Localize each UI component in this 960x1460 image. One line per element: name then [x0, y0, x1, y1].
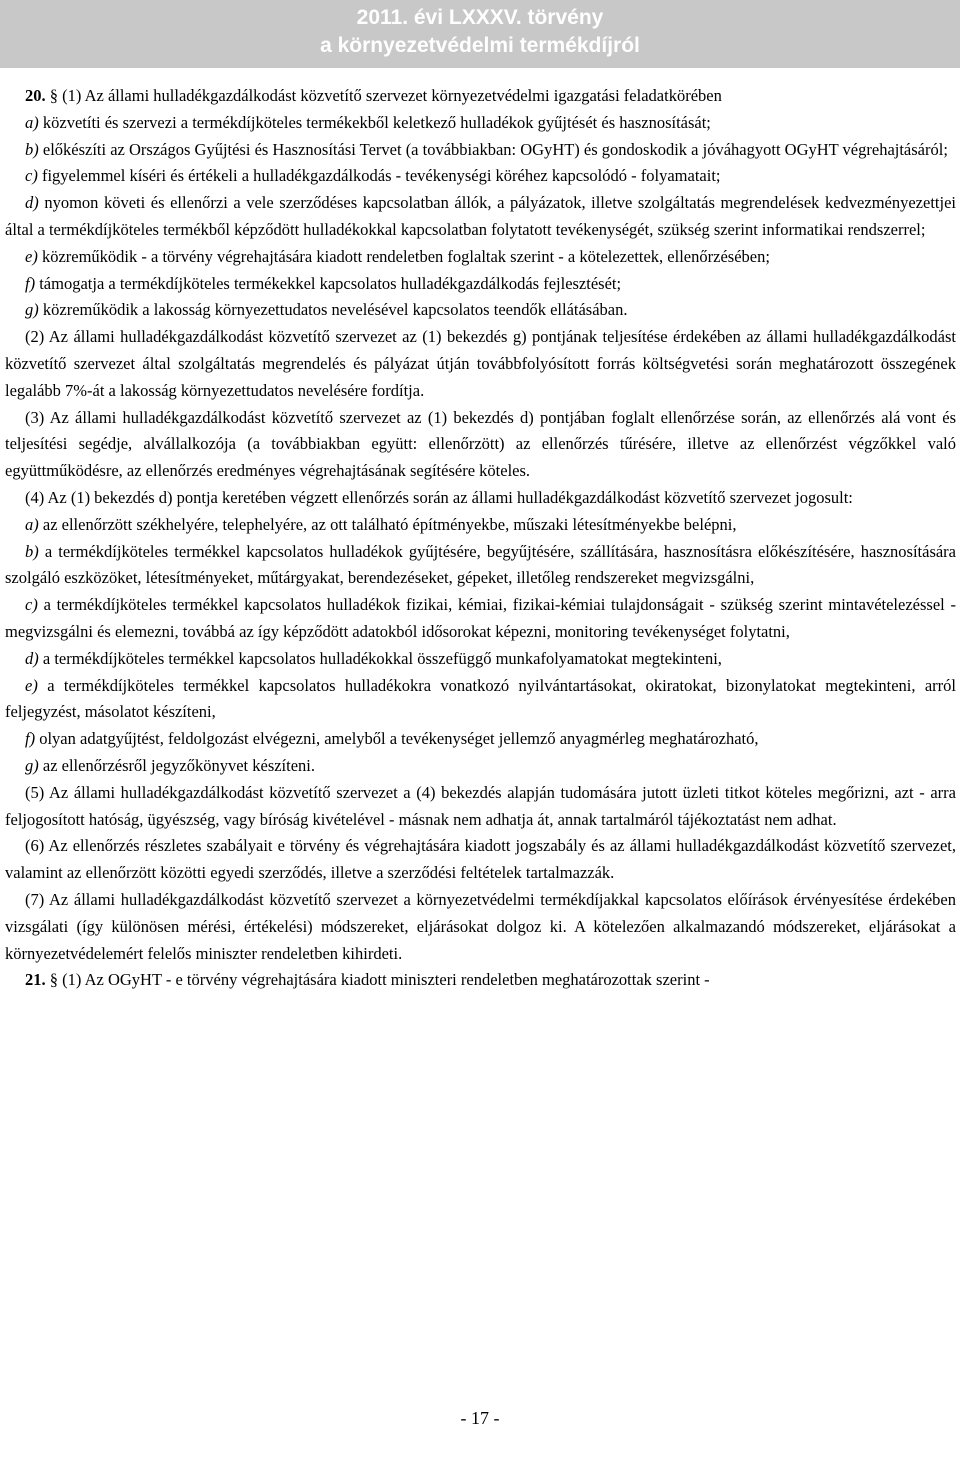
- item-text: közvetíti és szervezi a termékdíjköteles termékekből keletkező hulladékok gyűjtését és hasznosítását;: [42, 112, 711, 132]
- list-item: [5, 726, 956, 753]
- item-label: g): [25, 755, 39, 775]
- item-text: a termékdíjköteles termékkel kapcsolatos hulladékokra vonatkozó nyilvántartásokat, okiratokat, bizonylatokat megtekinteni, arról feljegyzést, másolatot készíteni,: [5, 675, 956, 722]
- header-law-subtitle: a környezetvédelmi termékdíjról: [320, 34, 640, 57]
- list-item: [5, 753, 956, 780]
- header-law-title: 2011. évi LXXXV. törvény: [356, 6, 604, 29]
- item-text: előkészíti az Országos Gyűjtési és Hasznosítási Tervet (a továbbiakban: OGyHT) és gondoskodik a jóváhagyott OGyHT végrehajtásáról;: [42, 139, 948, 159]
- document-body: [5, 83, 956, 994]
- paragraph-text: (1) Az OGyHT - e törvény végrehajtására kiadott miniszteri rendeletben meghatározottak szerint -: [62, 970, 710, 990]
- section-21-paragraph-1: [5, 967, 956, 994]
- list-item: [5, 539, 956, 593]
- list-item: [5, 271, 956, 298]
- item-text: a termékdíjköteles termékkel kapcsolatos hulladékok gyűjtésére, begyűjtésére, szállítására, hasznosításra előkészítésére, hasznosítására szolgáló eszközöket, létesítményeket, műtárgyakat, berendezéseket, gépeket, illetőleg rendszereket megvizsgálni,: [5, 541, 957, 588]
- document-header: [0, 0, 960, 68]
- item-text: a termékdíjköteles termékkel kapcsolatos hulladékok fizikai, kémiai, fizikai-kémiai tulajdonságait - szükség szerint mintavételezéssel - megvizsgálni és elemezni, továbbá az így képződött adatokból idősorokat képezni, monitoring tevékenységet folytatni,: [5, 595, 956, 641]
- item-label: b): [25, 541, 39, 561]
- item-text: a termékdíjköteles termékkel kapcsolatos hulladékokkal összefüggő munkafolyamatokat megtekinteni,: [42, 648, 722, 668]
- item-text: közreműködik - a törvény végrehajtására kiadott rendeletben foglaltak szerint - a kötelezettek, ellenőrzésében;: [41, 246, 770, 266]
- list-item: [5, 163, 956, 190]
- section-number: 21.: [25, 970, 46, 990]
- section-20-paragraph-2: (2) Az állami hulladékgazdálkodást közvetítő szervezet az (1) bekezdés g) pontjának teljesítése érdekében az állami hulladékgazdálkodást közvetítő szervezet által szolgáltatás megrendelés és pályázat útján továbbfolyósított forrás költségvetési során meghatározott összegének legalább 7%-át a lakosság környezettudatos nevelésére fordítja.: [5, 327, 956, 400]
- section-20-paragraph-7: (7) Az állami hulladékgazdálkodást közvetítő szervezet a környezetvédelmi termékdíjakkal kapcsolatos előírások érvényesítése érdekében vizsgálati (így különösen mérési, értékelési) módszereket, eljárásokat dolgoz ki. A kötelezően alkalmazandó módszereket, eljárásokat a környezetvédelemért felelős miniszter rendeletben kihirdeti.: [5, 889, 956, 963]
- list-item: [5, 137, 956, 164]
- item-label: f): [25, 729, 36, 749]
- list-item: [5, 244, 956, 271]
- section-sign: §: [49, 86, 58, 105]
- section-sign: §: [49, 970, 58, 990]
- list-item: [5, 512, 956, 539]
- item-text: az ellenőrzésről jegyzőkönyvet készíteni.: [42, 755, 316, 775]
- item-label: a): [25, 514, 39, 534]
- paragraph-text: (1) Az állami hulladékgazdálkodást közvetítő szervezet környezetvédelmi igazgatási feladatkörében: [62, 86, 722, 105]
- section-20-paragraph-3: (3) Az állami hulladékgazdálkodást közvetítő szervezet az (1) bekezdés d) pontjában foglalt ellenőrzése során, az ellenőrzés alá vont és teljesítési segédje, alvállalkozója (a továbbiakban együtt: ellenőrzött) az ellenőrzés tűrésére, illetve az ellenőrzést végzőkkel való együttműködésre, az ellenőrzés eredményes végrehajtásának segítésére köteles.: [5, 407, 956, 481]
- item-text: nyomon követi és ellenőrzi a vele szerződéses kapcsolatban állók, a pályázatok, illetve szolgáltatás megrendelések kedvezményezettjei által a termékdíjköteles termékből képződött hulladékokkal kapcsolatban folytatott tevékenységét, szükség szerint informatikai rendszerrel;: [5, 193, 956, 239]
- item-text: támogatja a termékdíjköteles termékekkel kapcsolatos hulladékgazdálkodás fejlesztését;: [39, 273, 622, 293]
- list-item: [5, 646, 956, 673]
- list-item: [5, 297, 956, 324]
- item-label: a): [25, 112, 39, 132]
- item-label: g): [25, 300, 39, 320]
- section-20-paragraph-6: (6) Az ellenőrzés részletes szabályait e törvény és végrehajtására kiadott jogszabály és az állami hulladékgazdálkodást közvetítő szervezet, valamint az ellenőrzött közötti egyedi szerződés, illetve a szerződési feltételek tartalmazzák.: [5, 836, 956, 883]
- item-label: c): [25, 595, 38, 615]
- section-20-paragraph-4-intro: (4) Az (1) bekezdés d) pontja keretében végzett ellenőrzés során az állami hulladékgazdálkodást közvetítő szervezet jogosult:: [25, 487, 853, 507]
- section-20-paragraph-1-intro: [5, 83, 956, 110]
- list-item: [5, 673, 956, 727]
- item-label: e): [25, 675, 38, 695]
- item-label: d): [25, 648, 39, 668]
- list-item: [5, 592, 956, 646]
- item-text: közreműködik a lakosság környezettudatos nevelésével kapcsolatos teendők ellátásában.: [42, 300, 628, 320]
- list-item: [5, 190, 956, 244]
- paragraph-1-items: [5, 110, 956, 324]
- paragraph-4-items: [5, 512, 956, 780]
- item-text: olyan adatgyűjtést, feldolgozást elvégezni, amelyből a tevékenységet jellemző anyagmérleg meghatározható,: [39, 729, 759, 749]
- list-item: [5, 110, 956, 137]
- section-number: 20.: [25, 86, 46, 105]
- item-label: e): [25, 246, 38, 266]
- item-label: f): [25, 273, 36, 293]
- item-text: figyelemmel kíséri és értékeli a hulladékgazdálkodás - tevékenységi köréhez kapcsolódó - folyamatait;: [41, 166, 721, 186]
- section-20-paragraph-5: (5) Az állami hulladékgazdálkodást közvetítő szervezet a (4) bekezdés alapján tudomására jutott üzleti titkot köteles megőrizni, azt - arra feljogosított hatóság, ügyészség, vagy bíróság kivételével - másnak nem adhatja át, annak tartalmáról tájékoztatást nem adhat.: [5, 782, 956, 829]
- item-label: b): [25, 139, 39, 159]
- page-number: - 17 -: [460, 1408, 500, 1428]
- item-label: d): [25, 193, 39, 213]
- item-text: az ellenőrzött székhelyére, telephelyére, az ott található építményekbe, műszaki létesítményekbe belépni,: [42, 514, 737, 534]
- item-label: c): [25, 166, 38, 186]
